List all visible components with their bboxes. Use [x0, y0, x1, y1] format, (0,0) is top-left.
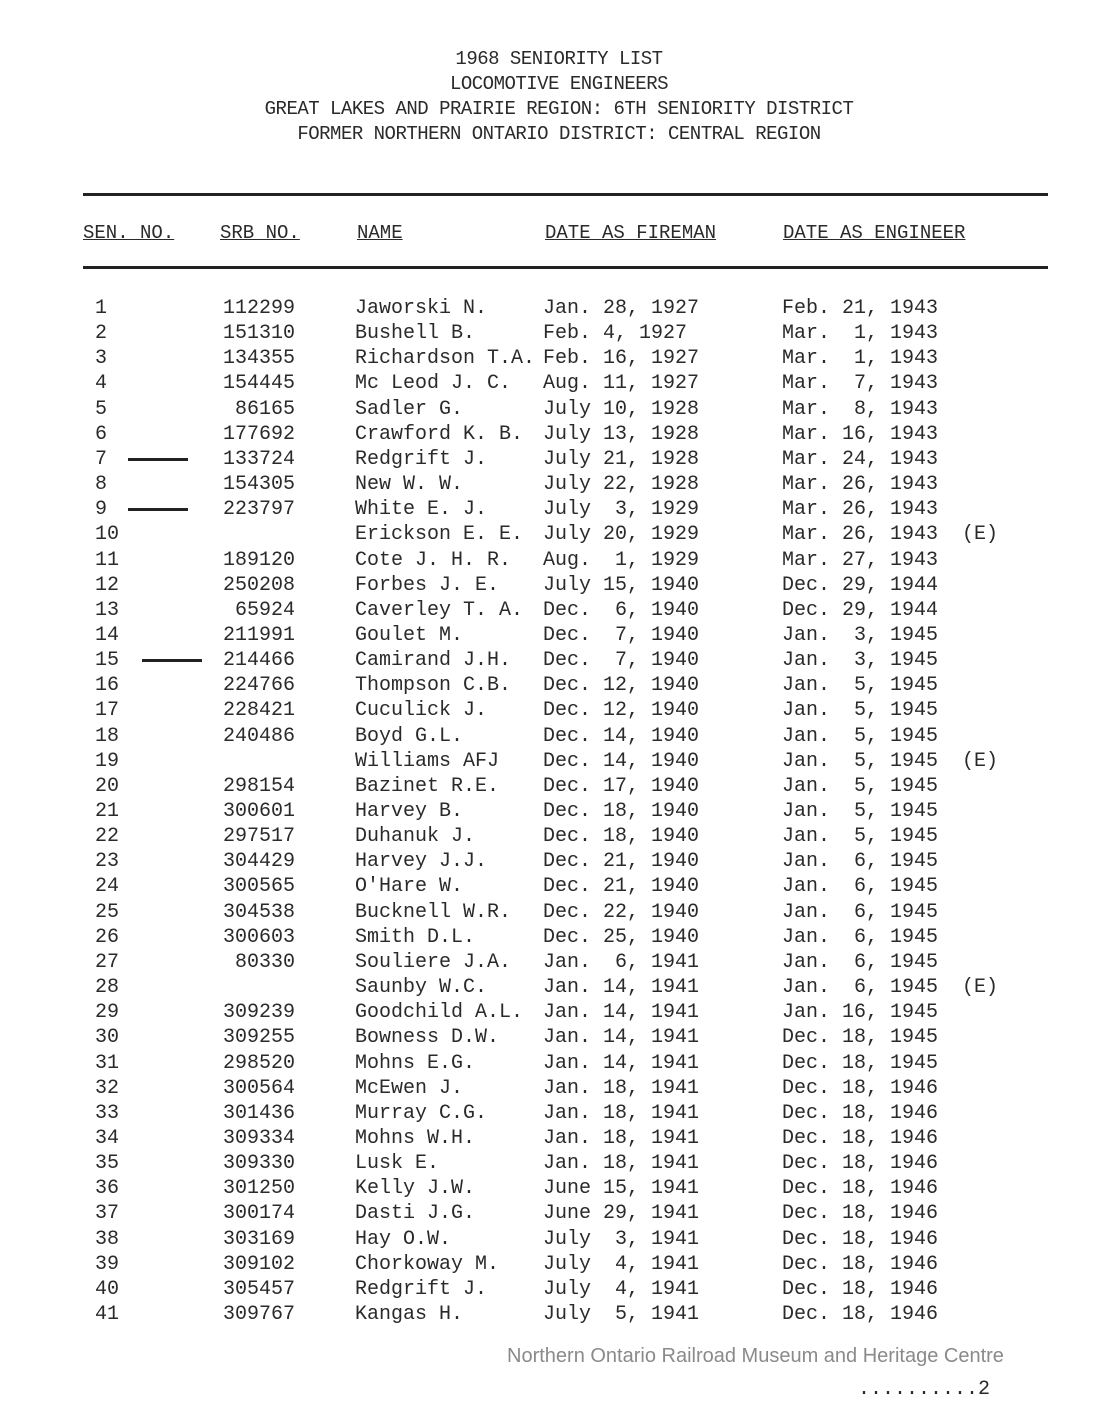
sen-no-cell: 7 — [95, 447, 108, 471]
name-cell: Kelly J.W. — [355, 1177, 476, 1201]
date-fireman-cell: July 20, 1929 — [543, 523, 700, 547]
table-row — [0, 1026, 1118, 1051]
date-fireman-cell: July 5, 1941 — [543, 1303, 700, 1326]
date-fireman-cell: Dec. 12, 1940 — [543, 674, 700, 698]
date-fireman-cell: Jan. 28, 1927 — [543, 297, 700, 320]
date-engineer-cell: Mar. 7, 1943 — [782, 372, 939, 396]
date-engineer-cell: Mar. 26, 1943 — [782, 473, 939, 497]
sen-no-cell: 4 — [95, 372, 108, 396]
table-row — [0, 297, 1118, 322]
sen-no-cell: 13 — [95, 598, 120, 622]
srb-no-cell: 300601 — [222, 800, 295, 823]
sen-no-cell: 40 — [95, 1277, 120, 1301]
table-row — [0, 423, 1118, 448]
name-cell: Forbes J. E. — [355, 573, 500, 597]
table-row — [0, 473, 1118, 498]
table-row — [0, 901, 1118, 926]
page-continuation: ..........2 — [858, 1378, 991, 1401]
srb-no-cell: 303169 — [222, 1227, 295, 1251]
table-row — [0, 322, 1118, 347]
table-row — [0, 1001, 1118, 1026]
date-engineer-cell: Jan. 5, 1945 — [782, 774, 939, 798]
name-cell: Saunby W.C. — [355, 976, 488, 1000]
srb-no-cell: 214466 — [222, 649, 295, 673]
srb-no-cell: 134355 — [222, 347, 295, 371]
date-engineer-cell: Jan. 6, 1945 — [782, 976, 939, 1000]
date-fireman-cell: July 22, 1928 — [543, 473, 700, 497]
date-engineer-cell: Dec. 18, 1945 — [782, 1051, 939, 1075]
name-cell: Cuculick J. — [355, 699, 488, 723]
srb-no-cell: 304538 — [222, 900, 295, 924]
sen-no-cell: 20 — [95, 774, 120, 798]
sen-no-cell: 3 — [95, 347, 108, 371]
region-line: GREAT LAKES AND PRAIRIE REGION: 6TH SENIORITY DISTRICT — [264, 98, 854, 120]
sen-no-cell: 36 — [95, 1177, 120, 1201]
table-row — [0, 372, 1118, 397]
date-fireman-cell: Jan. 6, 1941 — [543, 950, 700, 974]
srb-no-cell: 301436 — [222, 1101, 295, 1125]
name-cell: Hay O.W. — [355, 1227, 452, 1251]
date-fireman-cell: July 3, 1929 — [543, 498, 700, 522]
date-engineer-cell: Dec. 18, 1946 — [782, 1202, 939, 1226]
name-cell: Murray C.G. — [355, 1101, 488, 1125]
extra-flag-cell: (E) — [962, 523, 999, 547]
name-cell: Harvey J.J. — [355, 850, 488, 874]
sen-no-cell: 14 — [95, 623, 120, 647]
date-engineer-cell: Jan. 5, 1945 — [782, 699, 939, 723]
date-fireman-cell: Dec. 6, 1940 — [543, 598, 700, 622]
name-cell: Sadler G. — [355, 397, 464, 421]
date-fireman-cell: Jan. 14, 1941 — [543, 1001, 700, 1025]
date-engineer-cell: Mar. 26, 1943 — [782, 498, 939, 522]
sen-no-cell: 38 — [95, 1227, 120, 1251]
name-cell: Richardson T.A. — [355, 347, 536, 371]
date-fireman-cell: Dec. 17, 1940 — [543, 774, 700, 798]
srb-no-cell: 211991 — [222, 623, 295, 647]
name-cell: Bushell B. — [355, 322, 476, 346]
srb-no-cell: 298520 — [222, 1051, 295, 1075]
date-engineer-cell: Dec. 18, 1946 — [782, 1227, 939, 1251]
hand-drawn-mark — [142, 659, 202, 662]
date-fireman-cell: Dec. 21, 1940 — [543, 875, 700, 899]
table-row — [0, 875, 1118, 900]
srb-no-cell: 305457 — [222, 1277, 295, 1301]
name-cell: White E. J. — [355, 498, 488, 522]
table-row — [0, 649, 1118, 674]
district-line: FORMER NORTHERN ONTARIO DISTRICT: CENTRAL REGION — [297, 123, 821, 145]
name-cell: New W. W. — [355, 473, 464, 497]
srb-no-cell: 309102 — [222, 1252, 295, 1276]
header-date-fireman: DATE AS FIREMAN — [545, 222, 717, 244]
name-cell: Bucknell W.R. — [355, 900, 512, 924]
date-fireman-cell: Aug. 1, 1929 — [543, 548, 700, 572]
date-fireman-cell: Jan. 14, 1941 — [543, 1051, 700, 1075]
header-srb-no: SRB NO. — [220, 222, 300, 244]
header-name: NAME — [357, 222, 403, 244]
name-cell: Bazinet R.E. — [355, 774, 500, 798]
name-cell: Goulet M. — [355, 623, 464, 647]
sen-no-cell: 2 — [95, 322, 108, 346]
table-row — [0, 1152, 1118, 1177]
date-engineer-cell: Mar. 27, 1943 — [782, 548, 939, 572]
name-cell: Cote J. H. R. — [355, 548, 512, 572]
srb-no-cell: 112299 — [222, 297, 295, 320]
name-cell: Duhanuk J. — [355, 825, 476, 849]
sen-no-cell: 39 — [95, 1252, 120, 1276]
srb-no-cell: 309330 — [222, 1152, 295, 1176]
table-row — [0, 398, 1118, 423]
table-row — [0, 750, 1118, 775]
date-engineer-cell: Jan. 6, 1945 — [782, 875, 939, 899]
header-date-engineer: DATE AS ENGINEER — [783, 222, 966, 244]
date-engineer-cell: Mar. 8, 1943 — [782, 397, 939, 421]
sen-no-cell: 5 — [95, 397, 108, 421]
srb-no-cell: 300174 — [222, 1202, 295, 1226]
name-cell: Redgrift J. — [355, 1277, 488, 1301]
table-row — [0, 1102, 1118, 1127]
name-cell: Thompson C.B. — [355, 674, 512, 698]
srb-no-cell: 240486 — [222, 724, 295, 748]
table-row — [0, 800, 1118, 825]
srb-no-cell: 151310 — [222, 322, 295, 346]
name-cell: Kangas H. — [355, 1303, 464, 1326]
date-fireman-cell: Dec. 21, 1940 — [543, 850, 700, 874]
table-row — [0, 976, 1118, 1001]
date-fireman-cell: July 13, 1928 — [543, 422, 700, 446]
sen-no-cell: 26 — [95, 925, 120, 949]
date-fireman-cell: Dec. 14, 1940 — [543, 724, 700, 748]
sen-no-cell: 34 — [95, 1126, 120, 1150]
name-cell: Jaworski N. — [355, 297, 488, 320]
sen-no-cell: 37 — [95, 1202, 120, 1226]
table-row — [0, 523, 1118, 548]
date-fireman-cell: Jan. 18, 1941 — [543, 1152, 700, 1176]
srb-no-cell: 189120 — [222, 548, 295, 572]
srb-no-cell: 228421 — [222, 699, 295, 723]
sen-no-cell: 21 — [95, 800, 120, 823]
table-row — [0, 1303, 1118, 1328]
sen-no-cell: 18 — [95, 724, 120, 748]
date-fireman-cell: July 4, 1941 — [543, 1252, 700, 1276]
srb-no-cell: 133724 — [222, 447, 295, 471]
table-row — [0, 1052, 1118, 1077]
table-row — [0, 574, 1118, 599]
name-cell: Bowness D.W. — [355, 1026, 500, 1050]
date-engineer-cell: Jan. 6, 1945 — [782, 900, 939, 924]
date-engineer-cell: Jan. 5, 1945 — [782, 825, 939, 849]
srb-no-cell: 300565 — [222, 875, 295, 899]
sen-no-cell: 33 — [95, 1101, 120, 1125]
extra-flag-cell: (E) — [962, 976, 999, 1000]
date-engineer-cell: Mar. 1, 1943 — [782, 322, 939, 346]
sen-no-cell: 9 — [95, 498, 108, 522]
table-row — [0, 850, 1118, 875]
date-fireman-cell: Dec. 14, 1940 — [543, 749, 700, 773]
name-cell: Mohns E.G. — [355, 1051, 476, 1075]
date-fireman-cell: Feb. 16, 1927 — [543, 347, 700, 371]
date-fireman-cell: Dec. 7, 1940 — [543, 623, 700, 647]
date-engineer-cell: Dec. 29, 1944 — [782, 598, 939, 622]
hand-drawn-mark — [128, 458, 188, 461]
table-row — [0, 1202, 1118, 1227]
srb-no-cell: 309767 — [222, 1303, 295, 1326]
date-engineer-cell: Jan. 6, 1945 — [782, 850, 939, 874]
table-row — [0, 1077, 1118, 1102]
date-fireman-cell: Dec. 12, 1940 — [543, 699, 700, 723]
date-engineer-cell: Dec. 29, 1944 — [782, 573, 939, 597]
srb-no-cell: 304429 — [222, 850, 295, 874]
name-cell: Crawford K. B. — [355, 422, 524, 446]
srb-no-cell: 224766 — [222, 674, 295, 698]
sen-no-cell: 11 — [95, 548, 120, 572]
sen-no-cell: 24 — [95, 875, 120, 899]
date-fireman-cell: Aug. 11, 1927 — [543, 372, 700, 396]
sen-no-cell: 19 — [95, 749, 120, 773]
name-cell: Smith D.L. — [355, 925, 476, 949]
date-engineer-cell: Jan. 5, 1945 — [782, 800, 939, 823]
sen-no-cell: 10 — [95, 523, 120, 547]
header-sen-no: SEN. NO. — [83, 222, 175, 244]
sen-no-cell: 22 — [95, 825, 120, 849]
name-cell: McEwen J. — [355, 1076, 464, 1100]
name-cell: Williams AFJ — [355, 749, 500, 773]
name-cell: Erickson E. E. — [355, 523, 524, 547]
date-fireman-cell: Dec. 18, 1940 — [543, 825, 700, 849]
date-engineer-cell: Dec. 18, 1946 — [782, 1277, 939, 1301]
name-cell: Harvey B. — [355, 800, 464, 823]
date-engineer-cell: Jan. 3, 1945 — [782, 623, 939, 647]
date-fireman-cell: June 15, 1941 — [543, 1177, 700, 1201]
sen-no-cell: 12 — [95, 573, 120, 597]
sen-no-cell: 16 — [95, 674, 120, 698]
date-fireman-cell: Jan. 18, 1941 — [543, 1101, 700, 1125]
table-row — [0, 498, 1118, 523]
top-rule — [83, 193, 1048, 196]
date-fireman-cell: Dec. 22, 1940 — [543, 900, 700, 924]
sen-no-cell: 32 — [95, 1076, 120, 1100]
table-row — [0, 775, 1118, 800]
date-engineer-cell: Dec. 18, 1945 — [782, 1026, 939, 1050]
srb-no-cell: 86165 — [234, 397, 295, 421]
date-engineer-cell: Jan. 6, 1945 — [782, 950, 939, 974]
extra-flag-cell: (E) — [962, 749, 999, 773]
date-engineer-cell: Feb. 21, 1943 — [782, 297, 939, 320]
table-row — [0, 825, 1118, 850]
table-row — [0, 549, 1118, 574]
sen-no-cell: 30 — [95, 1026, 120, 1050]
date-engineer-cell: Mar. 16, 1943 — [782, 422, 939, 446]
name-cell: Boyd G.L. — [355, 724, 464, 748]
date-fireman-cell: Jan. 14, 1941 — [543, 1026, 700, 1050]
name-cell: Dasti J.G. — [355, 1202, 476, 1226]
date-engineer-cell: Jan. 5, 1945 — [782, 674, 939, 698]
srb-no-cell: 301250 — [222, 1177, 295, 1201]
name-cell: O'Hare W. — [355, 875, 464, 899]
date-fireman-cell: Jan. 14, 1941 — [543, 976, 700, 1000]
srb-no-cell: 297517 — [222, 825, 295, 849]
date-engineer-cell: Jan. 5, 1945 — [782, 724, 939, 748]
date-engineer-cell: Mar. 24, 1943 — [782, 447, 939, 471]
srb-no-cell: 65924 — [234, 598, 295, 622]
sen-no-cell: 28 — [95, 976, 120, 1000]
table-row — [0, 448, 1118, 473]
table-row — [0, 347, 1118, 372]
srb-no-cell: 177692 — [222, 422, 295, 446]
table-row — [0, 725, 1118, 750]
sen-no-cell: 15 — [95, 649, 120, 673]
date-engineer-cell: Jan. 5, 1945 — [782, 749, 939, 773]
date-fireman-cell: Dec. 25, 1940 — [543, 925, 700, 949]
date-fireman-cell: July 3, 1941 — [543, 1227, 700, 1251]
header-rule — [83, 266, 1048, 269]
sen-no-cell: 29 — [95, 1001, 120, 1025]
table-row — [0, 926, 1118, 951]
name-cell: Mc Leod J. C. — [355, 372, 512, 396]
name-cell: Mohns W.H. — [355, 1126, 476, 1150]
sen-no-cell: 41 — [95, 1303, 120, 1326]
sen-no-cell: 35 — [95, 1152, 120, 1176]
sen-no-cell: 8 — [95, 473, 108, 497]
subtitle-line: LOCOMOTIVE ENGINEERS — [449, 73, 669, 95]
srb-no-cell: 309334 — [222, 1126, 295, 1150]
table-row — [0, 1253, 1118, 1278]
name-cell: Lusk E. — [355, 1152, 440, 1176]
sen-no-cell: 27 — [95, 950, 120, 974]
date-engineer-cell: Mar. 26, 1943 — [782, 523, 939, 547]
srb-no-cell: 223797 — [222, 498, 295, 522]
date-engineer-cell: Jan. 3, 1945 — [782, 649, 939, 673]
date-fireman-cell: Jan. 18, 1941 — [543, 1076, 700, 1100]
date-engineer-cell: Jan. 6, 1945 — [782, 925, 939, 949]
date-fireman-cell: July 4, 1941 — [543, 1277, 700, 1301]
name-cell: Goodchild A.L. — [355, 1001, 524, 1025]
table-row — [0, 1228, 1118, 1253]
srb-no-cell: 154445 — [222, 372, 295, 396]
table-row — [0, 624, 1118, 649]
date-fireman-cell: June 29, 1941 — [543, 1202, 700, 1226]
date-fireman-cell: Jan. 18, 1941 — [543, 1126, 700, 1150]
table-row — [0, 1127, 1118, 1152]
srb-no-cell: 250208 — [222, 573, 295, 597]
date-fireman-cell: July 10, 1928 — [543, 397, 700, 421]
srb-no-cell: 300603 — [222, 925, 295, 949]
table-row — [0, 674, 1118, 699]
title-line: 1968 SENIORITY LIST — [455, 48, 663, 70]
name-cell: Camirand J.H. — [355, 649, 512, 673]
sen-no-cell: 6 — [95, 422, 108, 446]
srb-no-cell: 309239 — [222, 1001, 295, 1025]
sen-no-cell: 31 — [95, 1051, 120, 1075]
date-fireman-cell: Dec. 18, 1940 — [543, 800, 700, 823]
srb-no-cell: 80330 — [234, 950, 295, 974]
table-row — [0, 1177, 1118, 1202]
date-engineer-cell: Dec. 18, 1946 — [782, 1177, 939, 1201]
date-engineer-cell: Dec. 18, 1946 — [782, 1101, 939, 1125]
name-cell: Souliere J.A. — [355, 950, 512, 974]
date-engineer-cell: Jan. 16, 1945 — [782, 1001, 939, 1025]
srb-no-cell: 298154 — [222, 774, 295, 798]
date-engineer-cell: Mar. 1, 1943 — [782, 347, 939, 371]
table-row — [0, 1278, 1118, 1303]
srb-no-cell: 309255 — [222, 1026, 295, 1050]
sen-no-cell: 23 — [95, 850, 120, 874]
table-row — [0, 599, 1118, 624]
table-row — [0, 951, 1118, 976]
date-fireman-cell: July 15, 1940 — [543, 573, 700, 597]
date-engineer-cell: Dec. 18, 1946 — [782, 1252, 939, 1276]
table-row — [0, 699, 1118, 724]
name-cell: Chorkoway M. — [355, 1252, 500, 1276]
hand-drawn-mark — [128, 508, 188, 511]
sen-no-cell: 17 — [95, 699, 120, 723]
date-fireman-cell: Feb. 4, 1927 — [543, 322, 688, 346]
date-fireman-cell: Dec. 7, 1940 — [543, 649, 700, 673]
date-engineer-cell: Dec. 18, 1946 — [782, 1126, 939, 1150]
date-engineer-cell: Dec. 18, 1946 — [782, 1303, 939, 1326]
date-fireman-cell: July 21, 1928 — [543, 447, 700, 471]
name-cell: Caverley T. A. — [355, 598, 524, 622]
museum-watermark: Northern Ontario Railroad Museum and Heritage Centre — [507, 1345, 1004, 1367]
srb-no-cell: 300564 — [222, 1076, 295, 1100]
sen-no-cell: 25 — [95, 900, 120, 924]
name-cell: Redgrift J. — [355, 447, 488, 471]
date-engineer-cell: Dec. 18, 1946 — [782, 1152, 939, 1176]
sen-no-cell: 1 — [95, 297, 108, 320]
srb-no-cell: 154305 — [222, 473, 295, 497]
date-engineer-cell: Dec. 18, 1946 — [782, 1076, 939, 1100]
